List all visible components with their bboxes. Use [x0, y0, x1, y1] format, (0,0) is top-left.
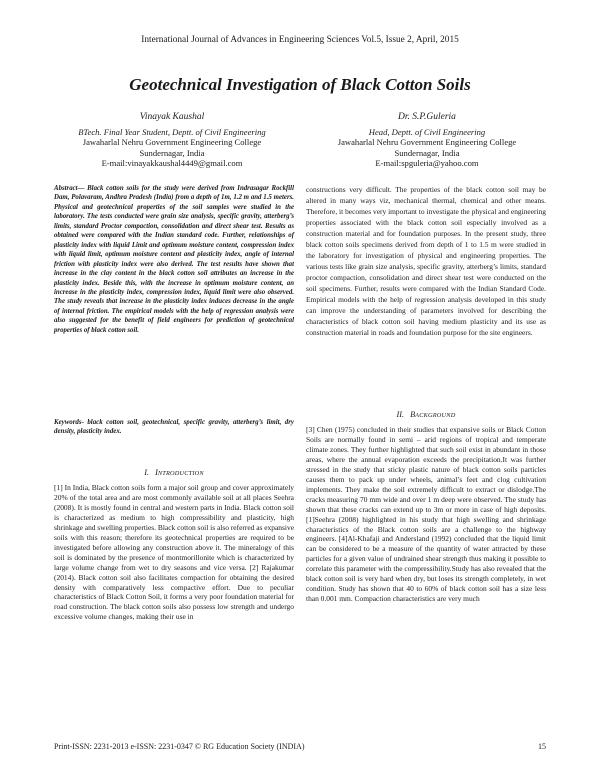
- author-email: E-mail:spguleria@yahoo.com: [375, 158, 479, 169]
- section-number: II.: [396, 410, 405, 419]
- keywords: Keywords- black cotton soil, geotechnical, specific gravity, atterberg’s limit, dry density, plasticity index.: [54, 419, 294, 436]
- paper-title: Geotechnical Investigation of Black Cotton Soils: [129, 75, 471, 94]
- section-title-rest: ACKGROUND: [415, 412, 456, 419]
- section-title-rest: NTRODUCTION: [157, 470, 204, 477]
- section-heading-background: [306, 410, 546, 419]
- journal-header: International Journal of Advances in Engineering Sciences Vol.5, Issue 2, April, 2015: [141, 35, 459, 45]
- page-footer: [54, 742, 546, 751]
- section-number: I.: [144, 468, 149, 477]
- author-place: Sundernagar, India: [394, 147, 460, 158]
- author-role: BTech. Final Year Student, Deptt. of Civil Engineering: [78, 126, 266, 137]
- section-initial: I: [155, 468, 158, 477]
- author-college: Jawaharlal Nehru Government Engineering College: [82, 137, 262, 148]
- page-number: 15: [538, 742, 546, 751]
- author-name: Vinayak Kaushal: [139, 112, 205, 122]
- author-place: Sundernagar, India: [139, 147, 205, 158]
- section-initial: B: [410, 410, 416, 419]
- introduction-continued-text: constructions very difficult. The properties of the black cotton soil may be altered in many ways viz, mechanical thermal, chemical and other means. Therefore, it becomes very important to investigate the physical and engineering properties associated with the black cotton soil especially involved as a construction material and for foundation purposes. In the present study, three black cotton soils specimens derived from depth of 1 to 1.5 m were studied in the laboratory for investigation of physical and engineering properties. The various tests like grain size analysis, specific gravity, atterberg’s limits, standard proctor compaction, consolidation and direct shear test were conducted on the soil specimens. Further, results were compared with the Indian Standard Code. Empirical models with the help of regression analysis developed in this study can improve the understanding of parameters involved for describing the characteristics of black cotton soil having medium plasticity and its use as construction material in roads and foundation purpose for the site engineers.: [306, 185, 546, 337]
- author-college: Jawaharlal Nehru Government Engineering College: [337, 137, 517, 148]
- abstract: Abstract— Black cotton soils for the study were derived from Indrasagar Rockfill Dam, Polavaram, Andhra Pradesh (India) from a depth of 1m, 1.2 m and 1.5 meters. Physical and geotechnical properties of the soil samples were studied in the laboratory. The tests conducted were grain size analysis, specific gravity, atterberg’s limits, standard Proctor compaction, consolidation and direct shear test. Results as obtained were compared with the Indian standard code. Further, relationships of plasticity index with liquid Limit and optimum moisture content, compression index with liquid limit, optimum moisture content and plasticity index, angle of internal friction with plasticity index were also derived. The test results have shown that increase in the clay content in the black cotton soil attributes an increase in the plasticity index. Beside this, with the increase in optimum moisture content, an increase in the plasticity index, compression index, liquid limit were also observed. The study reveals that increase in the plasticity index induces decrease in the angle of internal friction. The empirical models with the help of regression analysis were also suggested for the benefit of field engineers for prediction of geotechnical properties of black cotton soil.: [54, 185, 294, 334]
- section-heading-introduction: [54, 468, 294, 477]
- author-block-1: [47, 112, 297, 169]
- author-name: Dr. S.P.Guleria: [398, 112, 456, 122]
- author-email: E-mail:vinayakkaushal4449@gmail.com: [101, 158, 243, 169]
- introduction-text: [1] In India, Black cotton soils form a major soil group and cover approximately 20% of the total area and are most commonly available soil at all places Seehra (2008). It is mostly found in central and western parts in India. Black cotton soil is characterized as medium to high compressibility and plasticity, high shrinkage and swelling properties. Black cotton soil is also referred as expansive soils with this reason; therefore its geotechnical properties are required to be investigated before allowing any construction above it. The mineralogy of this soil is dominated by the presence of montmorillonite which is characterized by large volume change from wet to dry seasons and vice versa. [2] Rajakumar (2014). Black cotton soil also facilitates compaction for obtaining the desired density with comparatively less compactive effort. Due to peculiar characteristics of Black Cotton Soil, it forms a very poor foundation material for road construction. The black cotton soils also possess low strength and undergo excessive volume changes, making their use in: [54, 483, 294, 622]
- author-role: Head, Deptt. of Civil Engineering: [368, 126, 486, 137]
- author-block-2: [302, 112, 552, 169]
- footer-issn: Print-ISSN: 2231-2013 e-ISSN: 2231-0347 © RG Education Society (INDIA): [54, 742, 305, 751]
- background-text: [3] Chen (1975) concluded in their studies that expansive soils or Black Cotton Soils are normally found in semi – arid regions of tropical and temperate climate zones. They further highlighted that such soil exist in abundant in those areas, where the annual evaporation exceeds the precipitation.It was further stressed in the study that sticky plastic nature of black cotton soils particles causes them to pack up under wheels, animal’s feet and clog cultivation implements. They make the soil extremely difficult to extract or dislodge.The cracks measuring 70 mm wide and over 1 m deep were observed. The study has shown that these cracks can extend up to 3m or more in case of high deposits. [1]Seehra (2008) highlighted in his study that high swelling and shrinkage characteristics of the Black cotton soils are a challenge to the highway engineers. [4]Al-Khafaji and Andersland (1992) concluded that the liquid limit can be considered to be a measure of the quantity of water attracted by these particles for a given value of undrained shear strength thus making it possible to correlate this parameter with the compressibility.Study has also revealed that the black cotton soil is very hard when dry, but loses its strength completely, in wet condition. Study has shown that 40 to 60% of black cotton soil has a size less than 0.001 mm. Compaction characteristics are very much: [306, 425, 546, 604]
